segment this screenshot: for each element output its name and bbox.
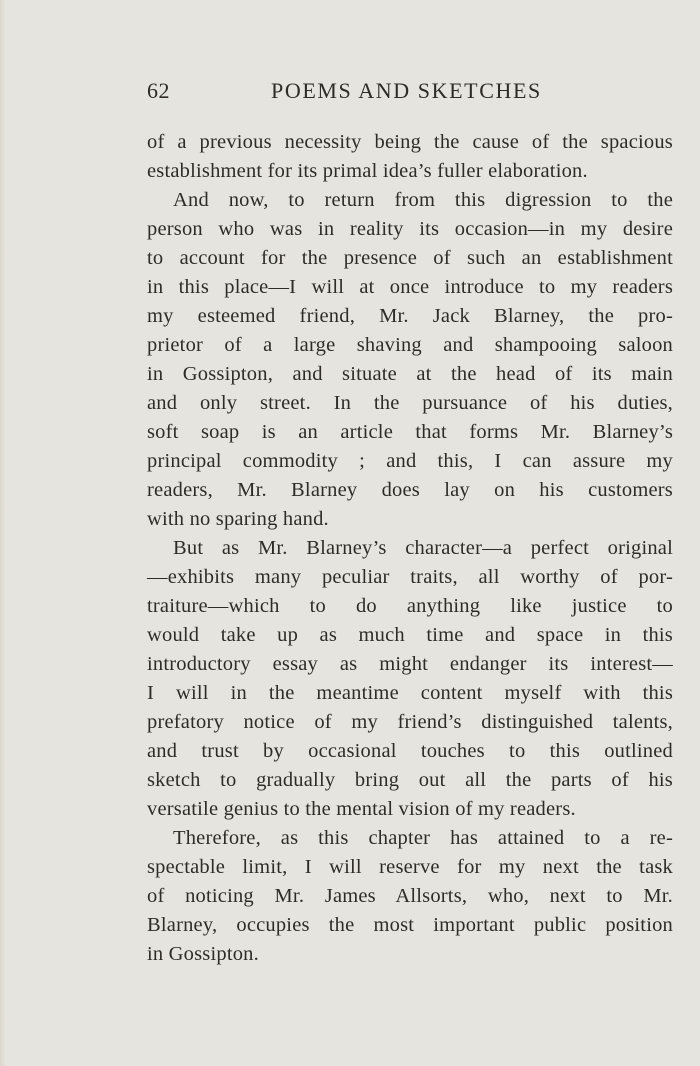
text-line: Blarney, occupies the most important public position <box>147 914 673 936</box>
text-line: and trust by occasional touches to this outlined <box>147 740 673 762</box>
text-line: soft soap is an article that forms Mr. Blarney’s <box>147 421 673 443</box>
text-line: spectable limit, I will reserve for my next the task <box>147 856 673 878</box>
running-title: POEMS AND SKETCHES <box>271 78 542 103</box>
text-line: Therefore, as this chapter has attained to a re- <box>173 827 673 849</box>
text-line: establishment for its primal idea’s fuller elaboration. <box>147 160 588 182</box>
text-line: to account for the presence of such an establishment <box>147 247 673 269</box>
text-line: of noticing Mr. James Allsorts, who, next to Mr. <box>147 885 673 907</box>
text-line: prefatory notice of my friend’s distinguished talents, <box>147 711 673 733</box>
text-line: and only street. In the pursuance of his duties, <box>147 392 673 414</box>
text-line: my esteemed friend, Mr. Jack Blarney, the pro- <box>147 305 673 327</box>
text-line: with no sparing hand. <box>147 508 329 530</box>
text-line: prietor of a large shaving and shampooing saloon <box>147 334 673 356</box>
page-spine-edge <box>0 0 6 1066</box>
text-line: And now, to return from this digression to the <box>173 189 673 211</box>
text-line: in Gossipton, and situate at the head of its main <box>147 363 673 385</box>
text-line: would take up as much time and space in this <box>147 624 673 646</box>
page-header <box>147 78 673 108</box>
text-line: principal commodity ; and this, I can assure my <box>147 450 673 472</box>
text-line: sketch to gradually bring out all the parts of his <box>147 769 673 791</box>
text-line: But as Mr. Blarney’s character—a perfect original <box>173 537 673 559</box>
text-line: in Gossipton. <box>147 943 259 965</box>
text-line: —exhibits many peculiar traits, all worthy of por- <box>147 566 673 588</box>
text-line: of a previous necessity being the cause of the spacious <box>147 131 673 153</box>
page-number: 62 <box>147 78 170 103</box>
text-line: I will in the meantime content myself with this <box>147 682 673 704</box>
text-line: versatile genius to the mental vision of my readers. <box>147 798 576 820</box>
text-line: in this place—I will at once introduce to my readers <box>147 276 673 298</box>
text-line: person who was in reality its occasion—in my desire <box>147 218 673 240</box>
text-line: readers, Mr. Blarney does lay on his customers <box>147 479 673 501</box>
text-line: introductory essay as might endanger its interest— <box>147 653 673 675</box>
text-line: traiture—which to do anything like justice to <box>147 595 673 617</box>
body-text <box>147 128 673 969</box>
